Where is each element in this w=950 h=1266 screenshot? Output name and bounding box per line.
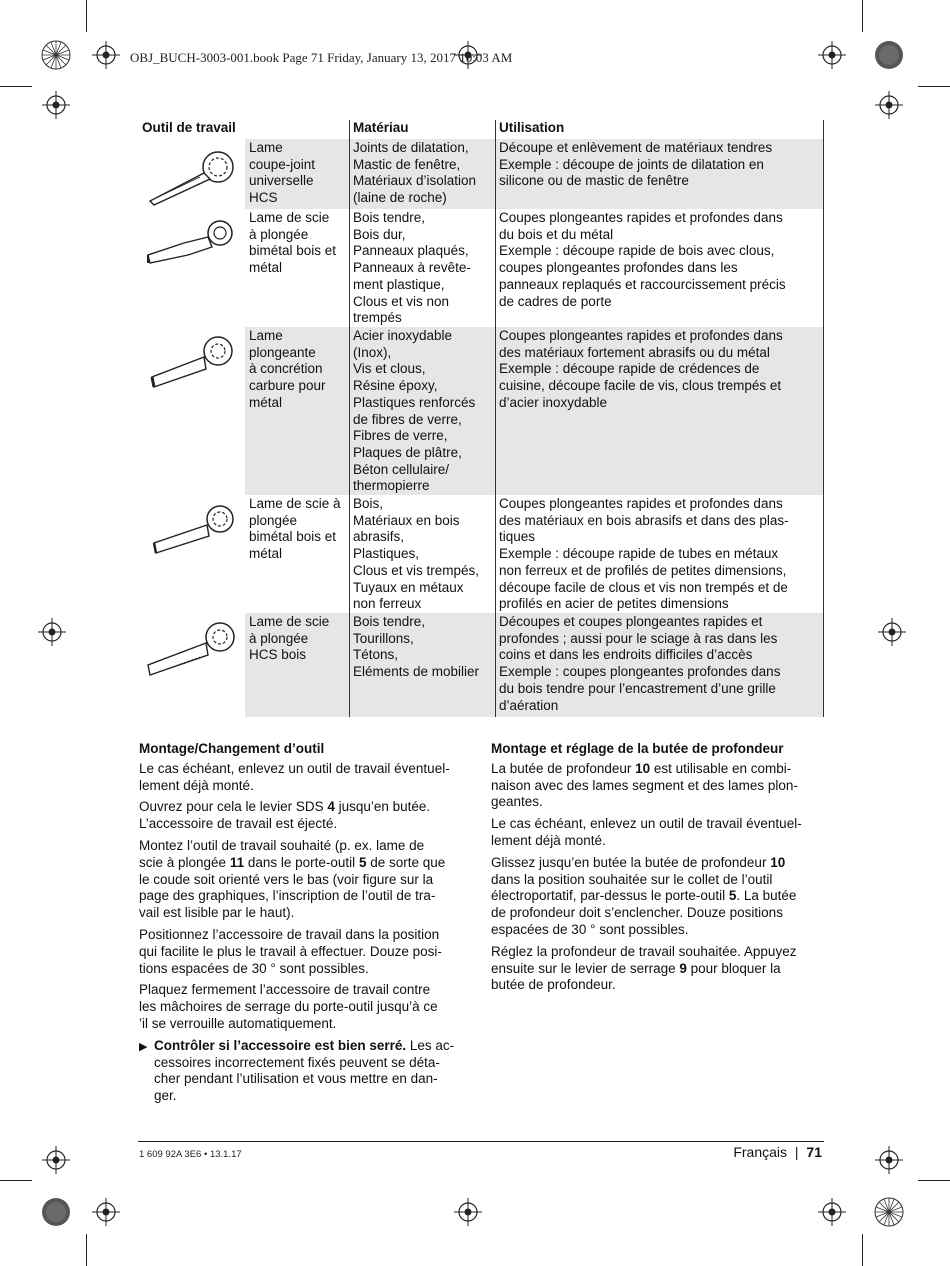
- bimetal-plunge-blade-image: [140, 499, 244, 563]
- column-divider: [823, 120, 824, 717]
- table-row: [138, 327, 824, 495]
- section-title: Montage et réglage de la butée de profondeur: [491, 741, 784, 756]
- triangle-bullet-icon: ▶: [139, 1040, 148, 1053]
- tool-usage: Coupes plongeantes rapides et profondes dans du bois et du métal Exemple : découpe rapide de bois avec clous, coupes plongeantes profondes dans les panneaux replaqués et raccourcissement précis de cadres de porte: [499, 210, 786, 309]
- warning-bullet: ▶ Contrôler si l’accessoire est bien serré. Les ac- cessoires incorrectement fixés peuvent se déta- cher pendant l’utilisation et vous mettre en dan- ger.: [139, 1037, 455, 1104]
- table-row: [138, 139, 824, 209]
- table-row: [138, 209, 824, 327]
- tool-material: Acier inoxydable (Inox), Vis et clous, Résine époxy, Plastiques renforcés de fibres de verre, Fibres de verre, Plaques de plâtre, Béton cellulaire/ thermopierre: [353, 328, 476, 494]
- paragraph: Le cas échéant, enlevez un outil de travail éventuel- lement déjà monté.: [139, 760, 450, 793]
- footer-rule: [138, 1141, 824, 1142]
- page-number: 71: [806, 1144, 822, 1160]
- carbide-plunge-blade-image: [140, 331, 244, 395]
- paragraph: Ouvrez pour cela le levier SDS 4 jusqu’en butée. L’accessoire de travail est éjecté.: [139, 799, 431, 832]
- paragraph: Plaquez fermement l’accessoire de travail contre les mâchoires de serrage du porte-outil jusqu’à ce ’il se verrouille automatiquement.: [139, 982, 438, 1031]
- table-row: [138, 613, 824, 717]
- section-title: Montage/Changement d’outil: [139, 741, 325, 756]
- right-column: [491, 741, 826, 999]
- tool-name: Lame de scie à plongée bimétal bois et métal: [249, 210, 337, 276]
- tool-usage: Coupes plongeantes rapides et profondes dans des matériaux en bois abrasifs et dans des plas- tiques Exemple : découpe rapide de tubes en métaux non ferreux et de profilés de petites dimensions, découpe facile de clous et vis non trempés et de profilés en acier de petites dimensions: [499, 496, 789, 612]
- tool-material: Bois, Matériaux en bois abrasifs, Plastiques, Clous et vis trempés, Tuyaux en métaux non ferreux: [353, 496, 480, 612]
- file-info-line: OBJ_BUCH-3003-001.book Page 71 Friday, January 13, 2017 10:03 AM: [130, 50, 513, 65]
- footer-language: Français: [733, 1144, 787, 1160]
- tool-name: Lame de scie à plongée HCS bois: [249, 614, 330, 663]
- tool-material: Joints de dilatation, Mastic de fenêtre, Matériaux d’isolation (laine de roche): [353, 140, 477, 206]
- paragraph: Glissez jusqu’en butée la butée de profondeur 10 dans la position souhaitée sur le collet de l’outil électroportatif, par-dessus le porte-outil 5. La butée de profondeur doit s’enclencher. Douze positions espacées de 30 ° sont possibles.: [491, 854, 797, 937]
- hcs-wood-plunge-blade-image: [140, 617, 244, 681]
- column-divider: [495, 120, 496, 717]
- table-row: [138, 495, 824, 613]
- tool-material: Bois tendre, Tourillons, Tétons, Eléments de mobilier: [353, 614, 480, 680]
- header-material: Matériau: [353, 120, 409, 135]
- tool-name: Lame de scie à plongée bimétal bois et métal: [249, 496, 341, 562]
- header-usage: Utilisation: [499, 120, 565, 135]
- bimetal-plunge-blade-image: [140, 213, 244, 277]
- paragraph: Positionnez l’accessoire de travail dans la position qui facilite le plus le travail à effectuer. Douze posi- tions espacées de 30 ° sont possibles.: [139, 926, 442, 976]
- column-divider: [349, 120, 350, 717]
- footer-code: 1 609 92A 3E6 • 13.1.17: [139, 1149, 242, 1160]
- tool-material: Bois tendre, Bois dur, Panneaux plaqués, Panneaux à revête- ment plastique, Clous et vis non trempés: [353, 210, 471, 326]
- paragraph: Le cas échéant, enlevez un outil de travail éventuel- lement déjà monté.: [491, 816, 802, 848]
- universal-joint-cutter-blade-image: [140, 143, 244, 207]
- footer-page-info: [733, 1144, 822, 1160]
- header-tool: Outil de travail: [142, 120, 236, 135]
- footer-separator: |: [794, 1144, 799, 1160]
- paragraph: La butée de profondeur 10 est utilisable en combi- naison avec des lames segment et des lames plon- geantes.: [491, 760, 798, 810]
- tool-usage: Découpe et enlèvement de matériaux tendres Exemple : découpe de joints de dilatation en silicone ou de mastic de fenêtre: [499, 140, 773, 189]
- tool-usage: Coupes plongeantes rapides et profondes dans des matériaux fortement abrasifs ou du métal Exemple : découpe rapide de crédences de cuisine, découpe facile de vis, clous trempés et d’acier inoxydable: [499, 328, 783, 410]
- tool-usage: Découpes et coupes plongeantes rapides et profondes ; aussi pour le sciage à ras dans les coins et dans les endroits difficiles d’accès Exemple : coupes plongeantes profondes dans du bois tendre pour l’encastrement d’une grille d’aération: [499, 614, 781, 713]
- tool-name: Lame plongeante à concrétion carbure pour métal: [249, 328, 326, 410]
- tool-name: Lame coupe-joint universelle HCS: [249, 140, 316, 206]
- paragraph: Montez l’outil de travail souhaité (p. ex. lame de scie à plongée 11 dans le porte-outil 5 de sorte que le coude soit orienté vers le bas (voir figure sur la page des graphiques, l’inscription de l’outil de tra- vail est lisible par le haut).: [139, 837, 446, 921]
- left-column: [139, 741, 474, 1105]
- paragraph: Réglez la profondeur de travail souhaitée. Appuyez ensuite sur le levier de serrage 9 pour bloquer la butée de profondeur.: [491, 943, 797, 993]
